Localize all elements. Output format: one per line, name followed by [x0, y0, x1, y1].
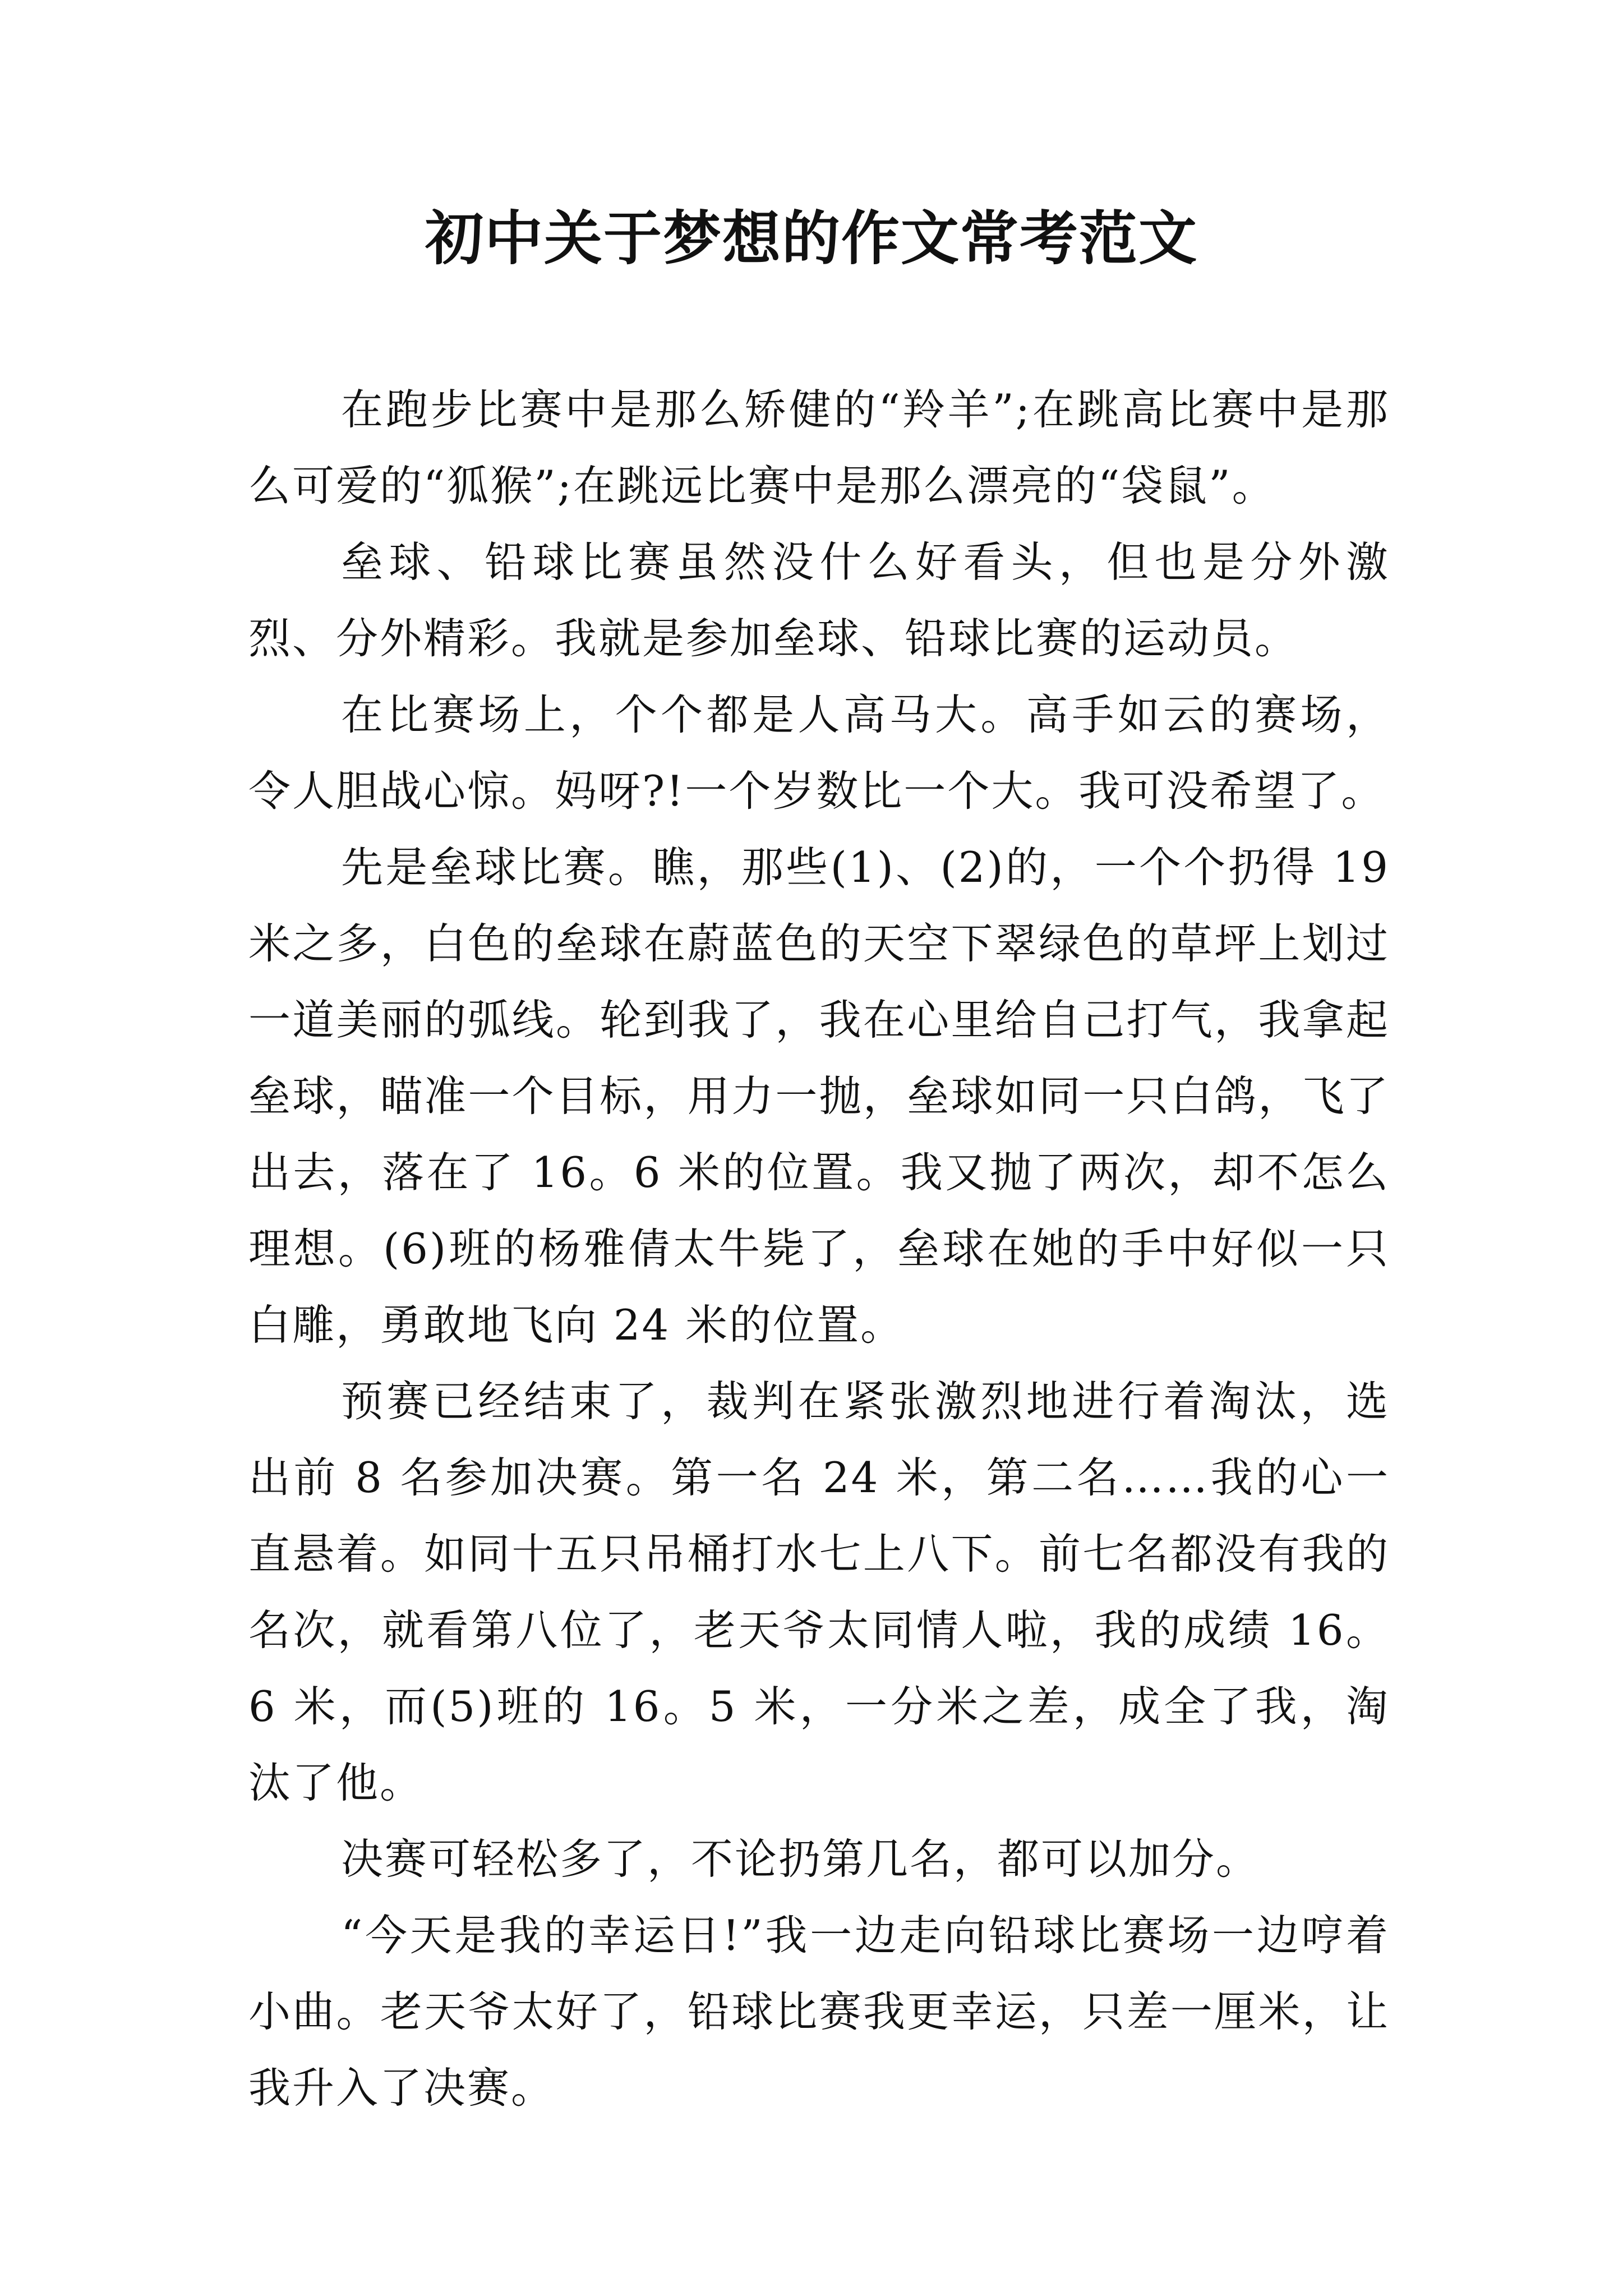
document-body [248, 371, 1390, 2126]
paragraph: “今天是我的幸运日!”我一边走向铅球比赛场一边哼着小曲。老天爷太好了，铅球比赛我更幸运，只差一厘米，让我升入了决赛。 [248, 1911, 1390, 2113]
document-title: 初中关于梦想的作文常考范文 [425, 204, 1198, 273]
paragraph: 在跑步比赛中是那么矫健的“羚羊”;在跳高比赛中是那么可爱的“狐猴”;在跳远比赛中是那么漂亮的“袋鼠”。 [248, 385, 1390, 510]
paragraph: 垒球、铅球比赛虽然没什么好看头，但也是分外激烈、分外精彩。我就是参加垒球、铅球比赛的运动员。 [248, 537, 1390, 663]
paragraph: 决赛可轻松多了，不论扔第几名，都可以加分。 [341, 1834, 1260, 1884]
paragraph: 在比赛场上，个个都是人高马大。高手如云的赛场，令人胆战心惊。妈呀?!一个岁数比一个大。我可没希望了。 [248, 690, 1390, 816]
paragraph: 预赛已经结束了，裁判在紧张激烈地进行着淘汰，选出前 8 名参加决赛。第一名 24 米，第二名……我的心一直悬着。如同十五只吊桶打水七上八下。前七名都没有我的名次，就看第八位了，老天爷太同情人啦，我的成绩 16。6 米，而(5)班的 16。5 米，一分米之差，成全了我，淘汰了他。 [248, 1377, 1390, 1807]
paragraph: 先是垒球比赛。瞧，那些(1)、(2)的，一个个扔得 19 米之多，白色的垒球在蔚蓝色的天空下翠绿色的草坪上划过一道美丽的弧线。轮到我了，我在心里给自己打气，我拿起垒球，瞄准一个目标，用力一抛，垒球如同一只白鸽，飞了出去，落在了 16。6 米的位置。我又抛了两次，却不怎么理想。(6)班的杨雅倩太牛毙了，垒球在她的手中好似一只白雕，勇敢地飞向 24 米的位置。 [248, 843, 1390, 1350]
